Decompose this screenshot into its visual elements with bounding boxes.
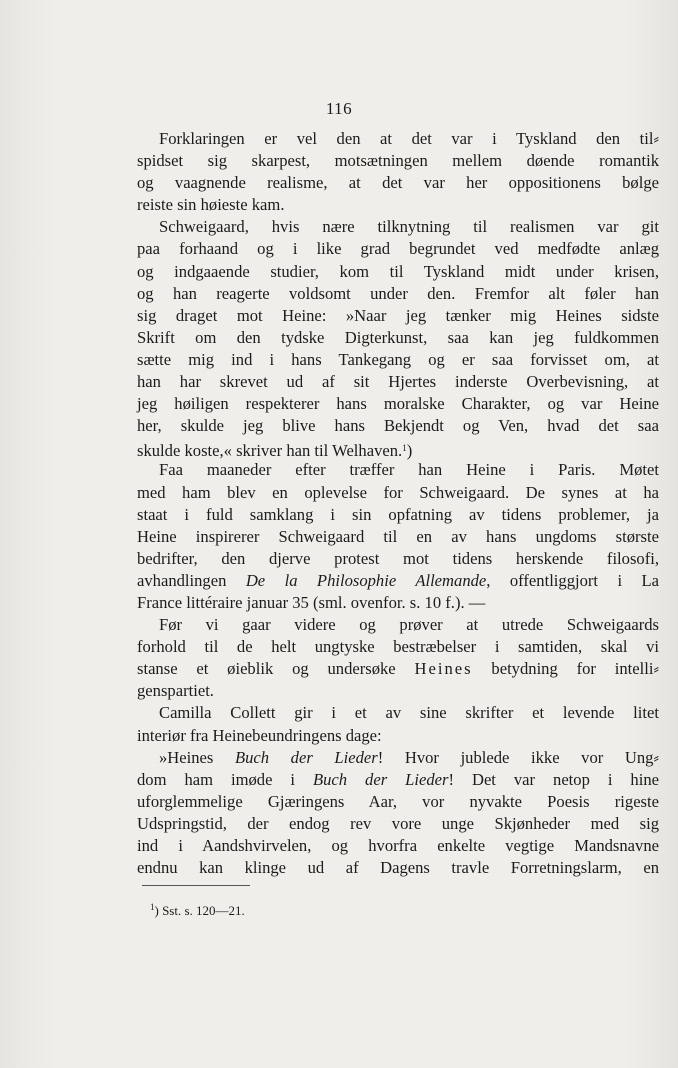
text-line-content: og han reagerte voldsomt under den. Fremfor alt føler han bbox=[137, 283, 659, 303]
text-line bbox=[137, 216, 659, 238]
text-line bbox=[137, 327, 659, 349]
text-line-content: interiør fra Heinebeundringens dage: bbox=[137, 725, 382, 745]
text-line-content: han har skrevet ud af sit Hjertes inderste Overbevisning, at bbox=[137, 372, 659, 392]
text-line bbox=[137, 725, 659, 747]
text-line-content: jeg høiligen respekterer hans moralske Charakter, og var Heine bbox=[137, 394, 659, 414]
text-line-content: staat i fuld samklang i sin opfatning av tidens problemer, ja bbox=[137, 504, 659, 524]
page-number: 116 bbox=[325, 99, 353, 118]
text-line-content: paa forhaand og i like grad begrundet ved medfødte anlæg bbox=[137, 239, 659, 259]
text-line bbox=[137, 702, 659, 724]
text-line-content: bedrifter, den djerve protest mot tidens herskende filosofi, bbox=[137, 548, 659, 568]
text-line-content: Forklaringen er vel den at det var i Tyskland den til⸗ bbox=[159, 129, 659, 148]
text-line-content: spidset sig skarpest, motsætningen mellem døende romantik bbox=[137, 151, 659, 171]
text-line-content: avhandlingen De la Philosophie Allemande, offentliggjort i La bbox=[137, 570, 660, 590]
footnote-text: ) Sst. s. 120—21. bbox=[154, 903, 245, 918]
text-line-content: »Heines Buch der Lieder! Hvor jublede ikke vor Ung⸗ bbox=[159, 747, 659, 767]
text-line bbox=[137, 238, 659, 260]
text-line-content: her, skulde jeg blive hans Bekjendt og Ven, hvad det saa bbox=[137, 416, 659, 436]
text-line bbox=[137, 305, 659, 327]
text-line bbox=[137, 680, 659, 702]
text-line-content: reiste sin høieste kam. bbox=[137, 195, 285, 215]
text-line bbox=[137, 504, 659, 526]
text-line bbox=[137, 261, 659, 283]
text-line bbox=[137, 371, 659, 393]
text-line bbox=[137, 349, 659, 371]
text-line bbox=[137, 437, 659, 459]
text-line bbox=[137, 614, 659, 636]
text-line-content: med ham blev en oplevelse for Schweigaard. De synes at ha bbox=[137, 482, 659, 502]
text-line-content: ind i Aandshvirvelen, og hvorfra enkelte vegtige Mandsnavne bbox=[137, 836, 659, 855]
text-line-content: Camilla Collett gir i et av sine skrifter et levende litet bbox=[159, 703, 659, 723]
text-line-content: France littéraire januar 35 (sml. ovenfor. s. 10 f.). — bbox=[137, 592, 486, 612]
text-line-content: Heine inspirerer Schweigaard til en av hans ungdoms største bbox=[137, 526, 659, 546]
text-line bbox=[137, 415, 659, 437]
text-line-content: skulde koste,« skriver han til Welhaven. bbox=[137, 441, 403, 461]
body-text bbox=[137, 128, 659, 879]
text-line-content: og indgaaende studier, kom til Tyskland midt under krisen, bbox=[137, 261, 659, 281]
footnote-reference-paren: ) bbox=[406, 441, 413, 461]
text-line bbox=[137, 548, 659, 570]
text-line bbox=[137, 769, 659, 791]
footnote bbox=[150, 902, 245, 919]
text-line bbox=[137, 658, 659, 680]
text-line-content: Faa maaneder efter træffer han Heine i Paris. Møtet bbox=[159, 460, 659, 480]
text-line-content: uforglemmelige Gjæringens Aar, vor nyvakte Poesis rigeste bbox=[137, 791, 659, 811]
text-line bbox=[137, 128, 659, 150]
text-line bbox=[137, 857, 659, 879]
text-line bbox=[137, 592, 659, 614]
text-line-content: genspartiet. bbox=[137, 681, 214, 701]
text-line bbox=[137, 570, 659, 592]
text-line bbox=[137, 283, 659, 305]
text-line bbox=[137, 459, 659, 481]
text-line-content: forhold til de helt ungtyske bestræbelser i samtiden, skal vi bbox=[137, 637, 659, 657]
text-line-content: Schweigaard, hvis nære tilknytning til realismen var git bbox=[159, 217, 659, 237]
text-line bbox=[137, 526, 659, 548]
text-line bbox=[137, 194, 659, 216]
footnote-marker: 1 bbox=[150, 902, 155, 912]
footnote-divider bbox=[142, 885, 250, 886]
text-line-content: dom ham imøde i Buch der Lieder! Det var netop i hine bbox=[137, 769, 659, 789]
text-line-content: stanse et øieblik og undersøke Heines betydning for intelli⸗ bbox=[137, 659, 659, 679]
text-line-content: Før vi gaar videre og prøver at utrede Schweigaards bbox=[159, 615, 659, 635]
text-line bbox=[137, 747, 659, 769]
text-line bbox=[137, 482, 659, 504]
text-line-content: Skrift om den tydske Digterkunst, saa kan jeg fuldkommen bbox=[137, 327, 659, 347]
text-line bbox=[137, 636, 659, 658]
text-line bbox=[137, 393, 659, 415]
text-line bbox=[137, 791, 659, 813]
text-line-content: og vaagnende realisme, at det var her oppositionens bølge bbox=[137, 173, 659, 193]
text-line bbox=[137, 172, 659, 194]
text-line-content: endnu kan klinge ud af Dagens travle Forretningslarm, en bbox=[137, 858, 659, 878]
text-line bbox=[137, 835, 659, 857]
footnote-reference: 1 bbox=[402, 443, 407, 454]
text-line bbox=[137, 150, 659, 172]
text-line-content: sig draget mot Heine: »Naar jeg tænker mig Heines sidste bbox=[137, 305, 659, 325]
text-line-content: sætte mig ind i hans Tankegang og er saa forvisset om, at bbox=[137, 349, 659, 369]
text-line bbox=[137, 813, 659, 835]
text-line-content: Udspringstid, der endog rev vore unge Skjønheder med sig bbox=[137, 813, 659, 833]
